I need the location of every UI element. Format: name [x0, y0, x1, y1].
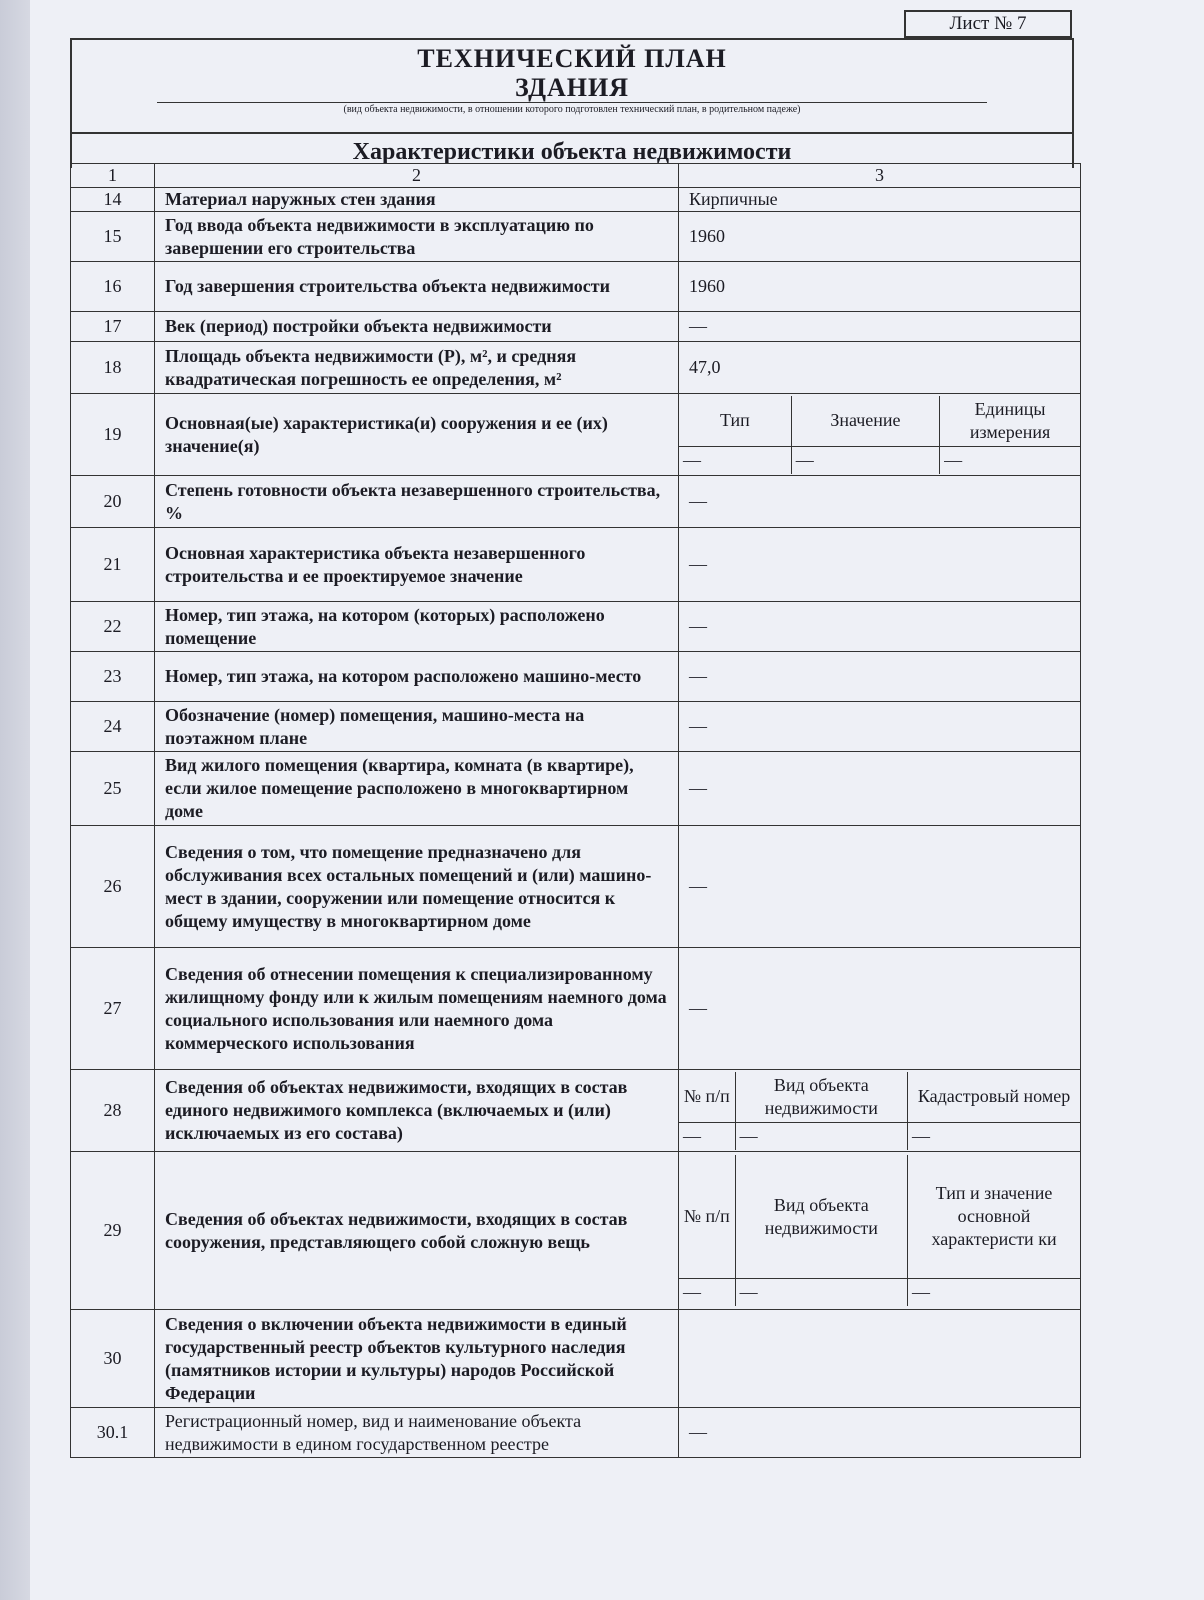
row-value: — [679, 652, 1081, 702]
table-row [71, 826, 1081, 948]
row-number: 21 [71, 528, 155, 602]
row-description: Сведения об отнесении помещения к специализированному жилищному фонду или к жилым помещениям наемного дома социального использования или наемного дома коммерческого использования [155, 948, 679, 1070]
sub-header: Тип [679, 396, 791, 447]
row-description: Год завершения строительства объекта недвижимости [155, 262, 679, 312]
row-description: Вид жилого помещения (квартира, комната (в квартире), если жилое помещение расположено в многоквартирном доме [155, 752, 679, 826]
table-row [71, 394, 1081, 476]
row-description: Материал наружных стен здания [155, 188, 679, 212]
sub-header: № п/п [679, 1155, 735, 1279]
sub-value: — [679, 1279, 735, 1307]
table-row [71, 948, 1081, 1070]
table-row [71, 476, 1081, 528]
column-number: 2 [155, 164, 679, 188]
characteristics-table [70, 163, 1081, 1458]
sub-value: — [679, 1122, 735, 1150]
title-block [72, 40, 1072, 132]
sub-header: Тип и значение основной характеристи ки [908, 1155, 1080, 1279]
header-frame [70, 38, 1074, 168]
row-description: Площадь объекта недвижимости (Р), м², и средняя квадратическая погрешность ее определения, м² [155, 342, 679, 394]
doc-title: ТЕХНИЧЕСКИЙ ПЛАН [417, 44, 727, 73]
row-number: 19 [71, 394, 155, 476]
sub-table-cell [679, 394, 1081, 476]
row-number: 23 [71, 652, 155, 702]
row-number: 26 [71, 826, 155, 948]
sub-value: — [908, 1279, 1080, 1307]
table-row [71, 342, 1081, 394]
table-row [71, 702, 1081, 752]
sub-value: — [908, 1122, 1080, 1150]
row-description: Степень готовности объекта незавершенного строительства, % [155, 476, 679, 528]
row-value: — [679, 702, 1081, 752]
sub-table [679, 1072, 1080, 1150]
sub-header: Единицы измерения [940, 396, 1080, 447]
row-value: 47,0 [679, 342, 1081, 394]
sub-value: — [735, 1279, 907, 1307]
row-number: 20 [71, 476, 155, 528]
sub-value: — [791, 446, 939, 474]
row-number: 30 [71, 1310, 155, 1408]
row-description: Номер, тип этажа, на котором (которых) расположено помещение [155, 602, 679, 652]
row-number: 28 [71, 1070, 155, 1152]
sheet-number: Лист № 7 [904, 10, 1072, 38]
column-number: 3 [679, 164, 1081, 188]
row-description: Сведения об объектах недвижимости, входящих в состав сооружения, представляющего собой сложную вещь [155, 1152, 679, 1310]
row-value: — [679, 1408, 1081, 1458]
row-number: 24 [71, 702, 155, 752]
row-number: 22 [71, 602, 155, 652]
sub-header: Значение [791, 396, 939, 447]
sub-value: — [735, 1122, 907, 1150]
sub-table [679, 396, 1080, 474]
title-note: (вид объекта недвижимости, в отношении которого подготовлен технический план, в родительном падеже) [343, 104, 801, 115]
table-row [71, 262, 1081, 312]
sub-header: Кадастровый номер [908, 1072, 1080, 1123]
table-row [71, 312, 1081, 342]
row-description: Сведения об объектах недвижимости, входящих в состав единого недвижимого комплекса (включаемых и (или) исключаемых из его состава) [155, 1070, 679, 1152]
sub-header: Вид объекта недвижимости [735, 1072, 907, 1123]
table-row [71, 1070, 1081, 1152]
row-value: — [679, 528, 1081, 602]
table-row [71, 1408, 1081, 1458]
row-number: 16 [71, 262, 155, 312]
sub-table [679, 1155, 1080, 1307]
sub-value: — [679, 446, 791, 474]
row-value: Кирпичные [679, 188, 1081, 212]
row-description: Основная характеристика объекта незавершенного строительства и ее проектируемое значение [155, 528, 679, 602]
table-row [71, 212, 1081, 262]
table-row [71, 752, 1081, 826]
row-number: 14 [71, 188, 155, 212]
row-description: Сведения о включении объекта недвижимости в единый государственный реестр объектов культурного наследия (памятников истории и культуры) народов Российской Федерации [155, 1310, 679, 1408]
row-number: 25 [71, 752, 155, 826]
row-number: 18 [71, 342, 155, 394]
sub-value: — [940, 446, 1080, 474]
table-row [71, 652, 1081, 702]
sub-header: Вид объекта недвижимости [735, 1155, 907, 1279]
row-value: — [679, 312, 1081, 342]
section-title: Характеристики объекта недвижимости [72, 132, 1072, 168]
row-value [679, 1310, 1081, 1408]
doc-object-type: ЗДАНИЯ [514, 73, 630, 102]
title-underline [157, 102, 987, 103]
row-description: Год ввода объекта недвижимости в эксплуатацию по завершении его строительства [155, 212, 679, 262]
column-number-row [71, 164, 1081, 188]
column-number: 1 [71, 164, 155, 188]
sub-header: № п/п [679, 1072, 735, 1123]
row-number: 30.1 [71, 1408, 155, 1458]
row-description: Основная(ые) характеристика(и) сооружения и ее (их) значение(я) [155, 394, 679, 476]
row-description: Обозначение (номер) помещения, машино-места на поэтажном плане [155, 702, 679, 752]
table-row [71, 528, 1081, 602]
row-value: — [679, 476, 1081, 528]
table-row [71, 1152, 1081, 1310]
row-description: Век (период) постройки объекта недвижимости [155, 312, 679, 342]
sub-table-cell [679, 1152, 1081, 1310]
row-description: Регистрационный номер, вид и наименование объекта недвижимости в едином государственном реестре [155, 1408, 679, 1458]
row-number: 27 [71, 948, 155, 1070]
row-value: — [679, 948, 1081, 1070]
table-row [71, 1310, 1081, 1408]
table-row [71, 602, 1081, 652]
row-number: 29 [71, 1152, 155, 1310]
row-value: — [679, 752, 1081, 826]
row-description: Сведения о том, что помещение предназначено для обслуживания всех остальных помещений и (или) машино-мест в здании, сооружении или помещение относится к общему имуществу в многоквартирном доме [155, 826, 679, 948]
row-value: 1960 [679, 212, 1081, 262]
row-description: Номер, тип этажа, на котором расположено машино-место [155, 652, 679, 702]
row-value: 1960 [679, 262, 1081, 312]
sub-table-cell [679, 1070, 1081, 1152]
row-value: — [679, 826, 1081, 948]
table-row [71, 188, 1081, 212]
row-value: — [679, 602, 1081, 652]
row-number: 15 [71, 212, 155, 262]
row-number: 17 [71, 312, 155, 342]
